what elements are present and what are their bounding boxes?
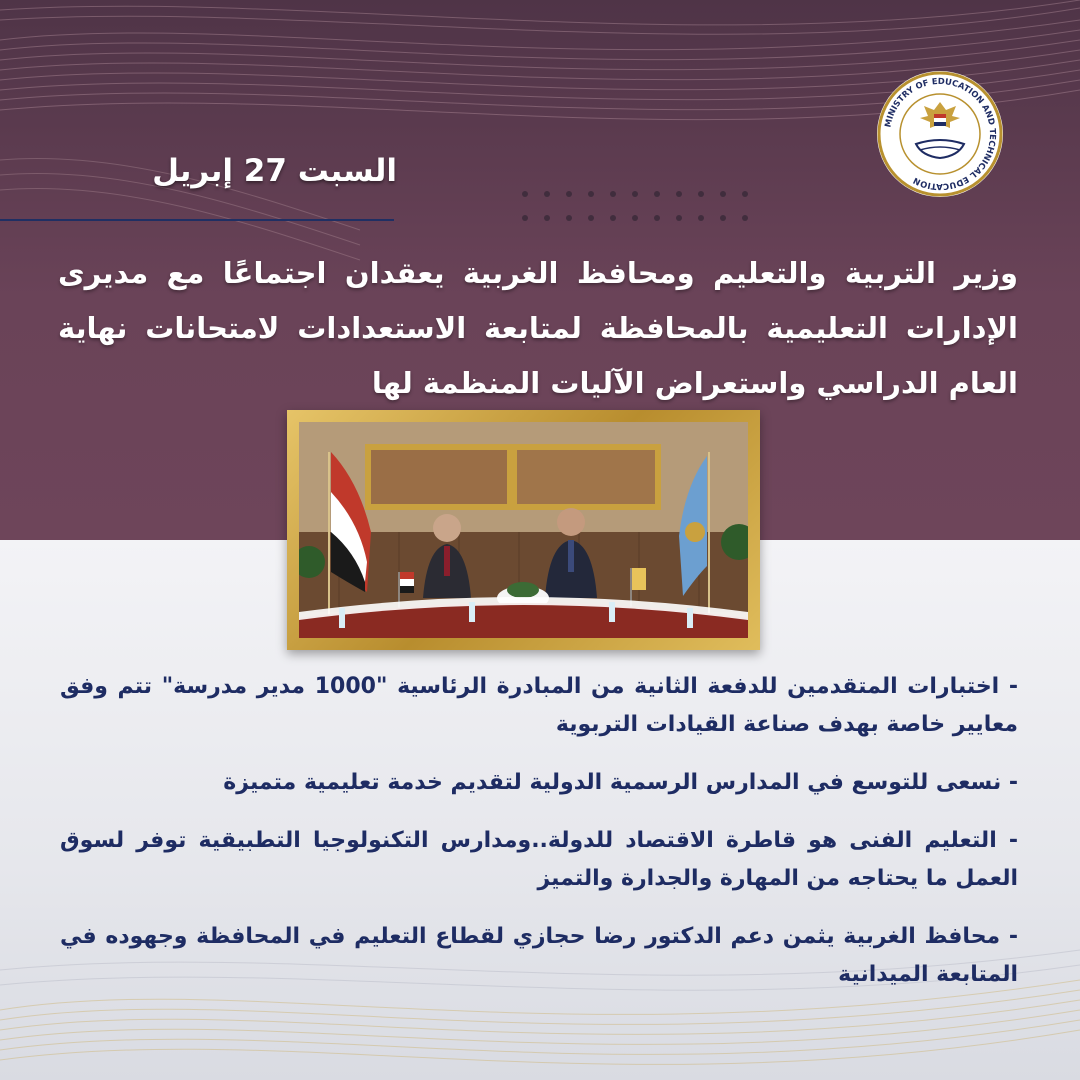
headline: وزير التربية والتعليم ومحافظ الغربية يعقدان اجتماعًا مع مديرى الإدارات التعليمية بالمحافظة لمتابعة الاستعدادات لامتحانات نهاية العام الدراسي واستعراض الآليات المنظمة لها <box>58 256 1018 400</box>
ministry-seal-icon <box>876 70 1004 198</box>
date-label: السبت 27 إبريل <box>152 153 397 189</box>
photo-frame <box>287 410 760 650</box>
bullet-list <box>60 668 1018 1014</box>
svg-text:MINISTRY OF EDUCATION AND TECH: MINISTRY OF EDUCATION AND TECHNICAL EDUCATION <box>882 75 999 193</box>
bullet-item-4: - محافظ الغربية يثمن دعم الدكتور رضا حجازي لقطاع التعليم في المحافظة وجهوده في المتابعة الميدانية <box>60 924 1018 987</box>
bullet-item-3: - التعليم الفنى هو قاطرة الاقتصاد للدولة..ومدارس التكنولوجيا التطبيقية توفر لسوق العمل ما يحتاجه من المهارة والجدارة والتميز <box>60 828 1018 891</box>
dot-pattern <box>522 191 762 225</box>
date-underline <box>0 219 394 221</box>
bullet-item-2: - نسعى للتوسع في المدارس الرسمية الدولية لتقديم خدمة تعليمية متميزة <box>223 770 1018 795</box>
bullet-item-1: - اختبارات المتقدمين للدفعة الثانية من المبادرة الرئاسية "1000 مدير مدرسة" تتم وفق معايير خاصة بهدف صناعة القيادات التربوية <box>60 674 1018 737</box>
meeting-photo <box>299 422 748 638</box>
